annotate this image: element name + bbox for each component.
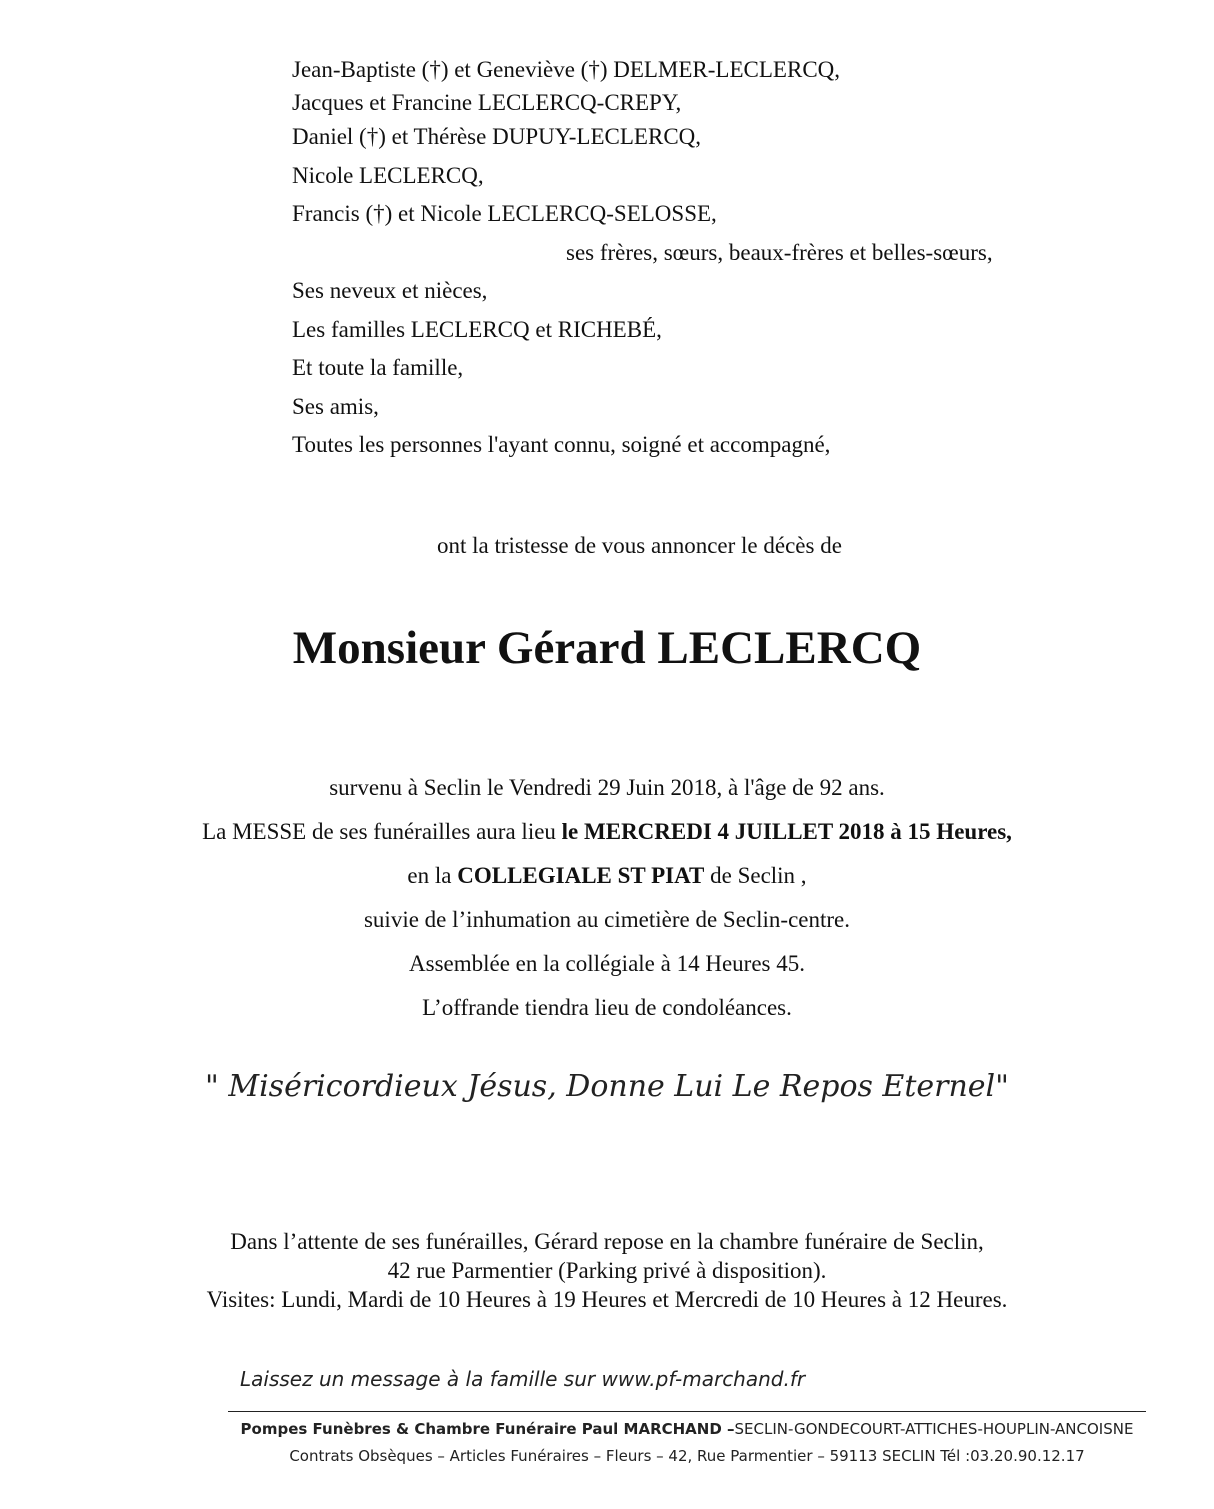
visits-line-1: Dans l’attente de ses funérailles, Gérard repose en la chambre funéraire de Seclin, <box>230 1229 984 1254</box>
family-line-4: Nicole LECLERCQ, <box>292 163 484 188</box>
announcement-text: ont la tristesse de vous annoncer le décès de <box>437 533 842 558</box>
visits-line-2: 42 rue Parmentier (Parking privé à disposition). <box>387 1258 827 1283</box>
family-other-4: Ses amis, <box>292 394 379 419</box>
family-other-5: Toutes les personnes l'ayant connu, soigné et accompagné, <box>292 432 831 457</box>
footer-company-line <box>228 1420 1146 1438</box>
place-suffix: de Seclin , <box>704 863 807 888</box>
place-details <box>0 862 1214 890</box>
footer-services: Contrats Obsèques – Articles Funéraires – Fleurs – 42, Rue Parmentier – 59113 SECLIN Tél :03.20.90.12.17 <box>289 1447 1085 1465</box>
visits-line-3: Visites: Lundi, Mardi de 10 Heures à 19 Heures et Mercredi de 10 Heures à 12 Heures. <box>206 1287 1008 1312</box>
burial-details: suivie de l’inhumation au cimetière de Seclin-centre. <box>363 907 850 932</box>
footer-company: Pompes Funèbres & Chambre Funéraire Paul MARCHAND – <box>240 1420 735 1438</box>
place-prefix: en la <box>407 863 458 888</box>
mass-date: le MERCREDI 4 JUILLET 2018 à 15 Heures, <box>561 819 1012 844</box>
family-relation: ses frères, sœurs, beaux-frères et belles-sœurs, <box>566 240 993 265</box>
family-other-3: Et toute la famille, <box>292 355 464 380</box>
mass-prefix: La MESSE de ses funérailles aura lieu <box>202 819 562 844</box>
deceased-name: Monsieur Gérard LECLERCQ <box>292 622 922 674</box>
family-other-1: Ses neveux et nièces, <box>292 278 488 303</box>
website-message: Laissez un message à la famille sur www.pf-marchand.fr <box>240 1367 806 1391</box>
footer-towns: SECLIN-GONDECOURT-ATTICHES-HOUPLIN-ANCOISNE <box>734 1420 1134 1438</box>
assembly-details: Assemblée en la collégiale à 14 Heures 45. <box>409 951 805 976</box>
prayer-quote: " Miséricordieux Jésus, Donne Lui Le Repos Eternel" <box>205 1069 1009 1104</box>
family-line-1: Jean-Baptiste (†) et Geneviève (†) DELMER-LECLERCQ, <box>292 57 841 82</box>
death-details: survenu à Seclin le Vendredi 29 Juin 2018, à l'âge de 92 ans. <box>329 775 885 800</box>
family-other-2: Les familles LECLERCQ et RICHEBÉ, <box>292 317 662 342</box>
mass-details <box>0 818 1214 846</box>
place-name: COLLEGIALE ST PIAT <box>457 863 705 888</box>
footer-divider <box>228 1411 1146 1412</box>
family-line-2: Jacques et Francine LECLERCQ-CREPY, <box>292 90 682 115</box>
family-line-5: Francis (†) et Nicole LECLERCQ-SELOSSE, <box>292 201 717 226</box>
offering-details: L’offrande tiendra lieu de condoléances. <box>422 995 792 1020</box>
family-line-3: Daniel (†) et Thérèse DUPUY-LECLERCQ, <box>292 124 702 149</box>
